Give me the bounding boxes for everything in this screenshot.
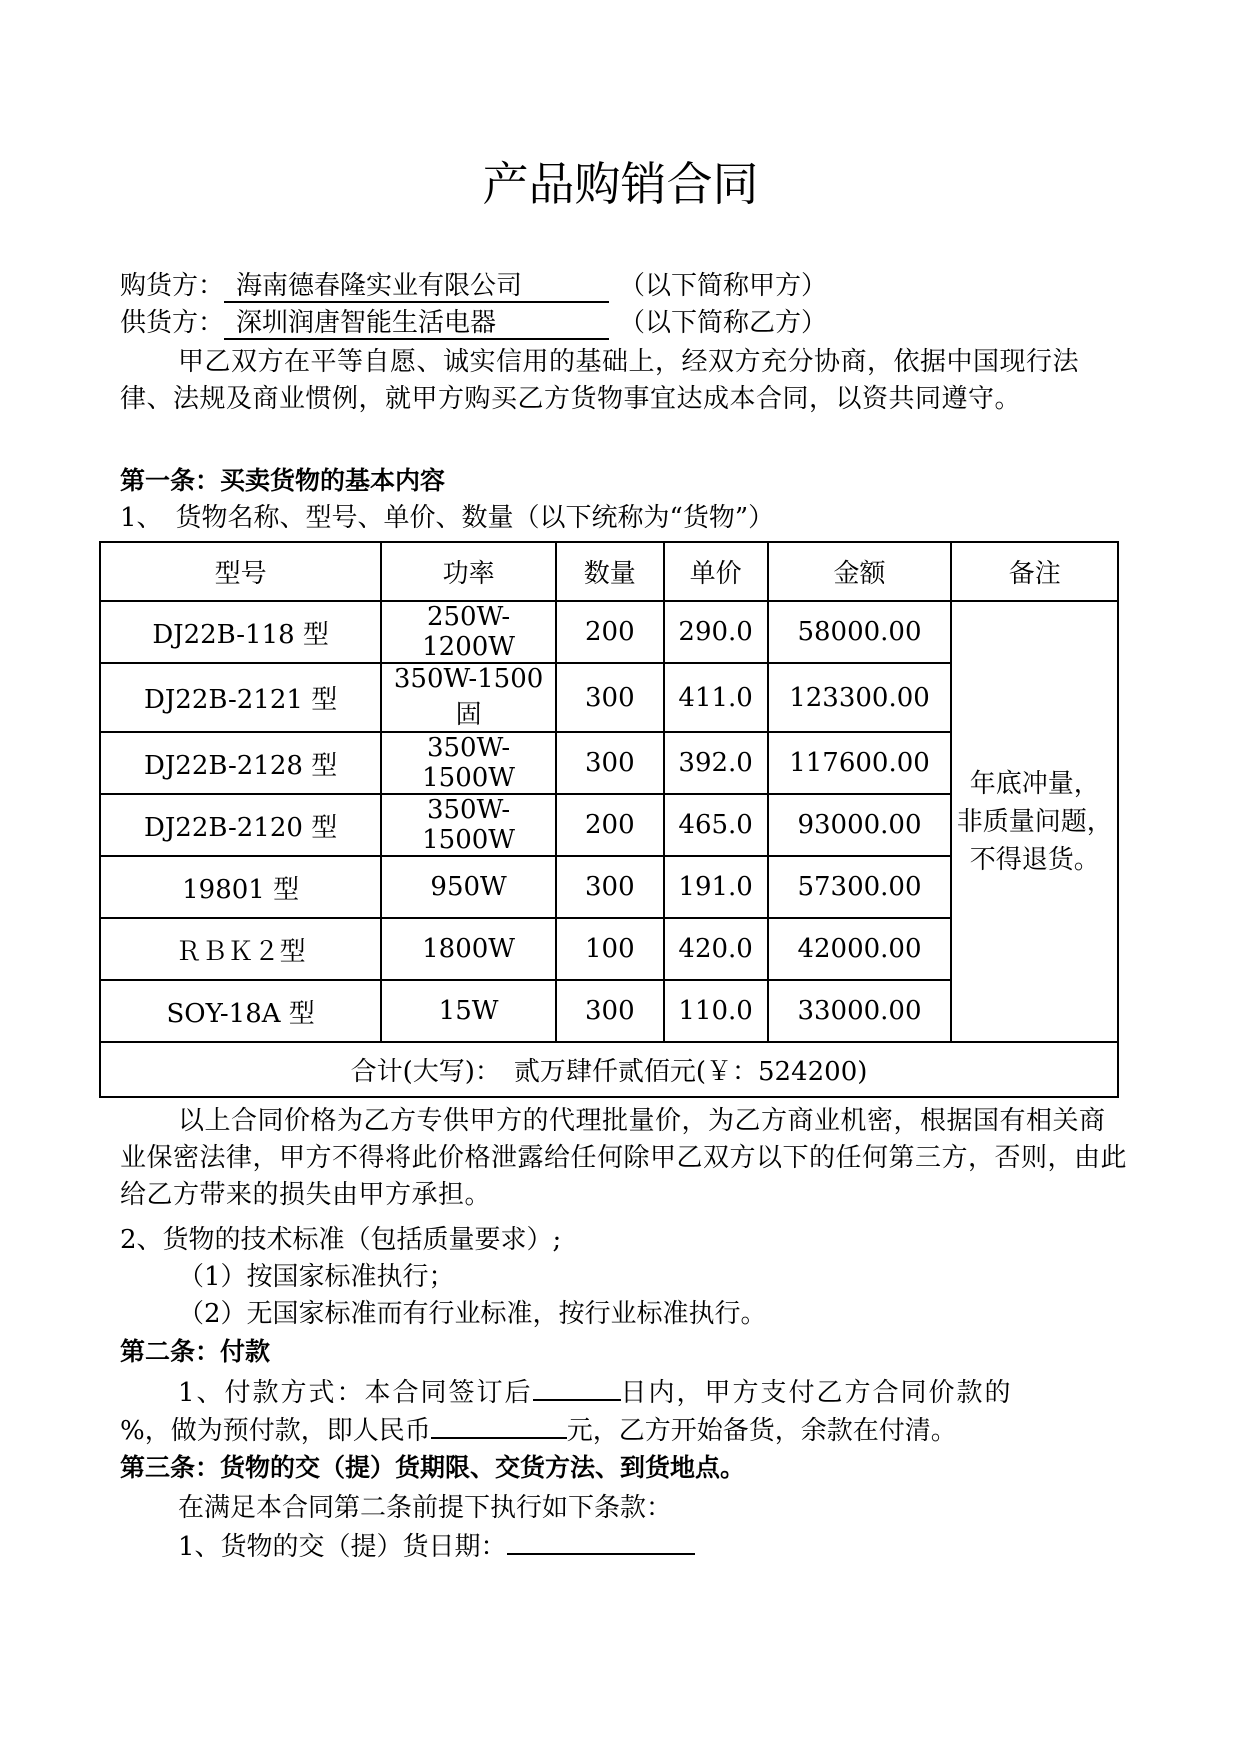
seller-name: 深圳润唐智能生活电器 — [224, 308, 609, 340]
header-qty: 数量 — [556, 542, 664, 601]
cell-model: DJ22B-2128 型 — [100, 732, 381, 794]
cell-qty: 300 — [556, 856, 664, 918]
payment-text-c: %，做为预付款，即人民币 — [120, 1416, 431, 1446]
standards-title: 2、货物的技术标准（包括质量要求）; — [120, 1225, 562, 1255]
seller-label: 供货方： — [120, 308, 225, 338]
article1-heading: 第一条：买卖货物的基本内容 — [120, 466, 446, 495]
total-cell: 合计(大写)： 贰万肆仟贰佰元(￥：524200) — [100, 1042, 1118, 1097]
cell-model: DJ22B-118 型 — [100, 601, 381, 663]
cell-power: 1800W — [381, 918, 556, 980]
cell-qty: 200 — [556, 794, 664, 856]
cell-price: 191.0 — [664, 856, 768, 918]
cell-price: 110.0 — [664, 980, 768, 1042]
header-model: 型号 — [100, 542, 381, 601]
article3-item1 — [178, 1527, 1178, 1565]
cell-model: 19801 型 — [100, 856, 381, 918]
cell-power: 250W-1200W — [381, 601, 556, 663]
seller-note: （以下简称乙方） — [619, 308, 828, 338]
article1-item1: 1、 货物名称、型号、单价、数量（以下统称为“货物”） — [120, 503, 775, 533]
standards-item2: （2）无国家标准而有行业标准，按行业标准执行。 — [178, 1299, 767, 1329]
cell-amount: 123300.00 — [768, 663, 952, 732]
buyer-label: 购货方： — [120, 271, 225, 301]
cell-power: 15W — [381, 980, 556, 1042]
header-remark: 备注 — [951, 542, 1118, 601]
cell-remark — [951, 601, 1118, 1042]
goods-table — [99, 541, 1119, 1098]
seller-line — [120, 305, 1120, 341]
article2-heading: 第二条：付款 — [120, 1337, 271, 1366]
header-power: 功率 — [381, 542, 556, 601]
remark-line: 非质量问题， — [956, 806, 1113, 837]
table-header-row — [100, 542, 1118, 601]
standards-item1: （1）按国家标准执行； — [178, 1262, 455, 1292]
header-amount: 金额 — [768, 542, 952, 601]
cell-price: 465.0 — [664, 794, 768, 856]
table-row — [100, 601, 1118, 663]
payment-line1 — [178, 1373, 1178, 1411]
cell-qty: 100 — [556, 918, 664, 980]
cell-power: 350W-1500W — [381, 732, 556, 794]
cell-amount: 117600.00 — [768, 732, 952, 794]
cell-qty: 300 — [556, 732, 664, 794]
cell-price: 290.0 — [664, 601, 768, 663]
cell-model: DJ22B-2120 型 — [100, 794, 381, 856]
cell-price: 411.0 — [664, 663, 768, 732]
cell-amount: 58000.00 — [768, 601, 952, 663]
cell-model: SOY-18A 型 — [100, 980, 381, 1042]
remark-line: 年底冲量， — [969, 768, 1100, 799]
cell-amount: 42000.00 — [768, 918, 952, 980]
cell-amount: 33000.00 — [768, 980, 952, 1042]
payment-amount-blank — [431, 1411, 567, 1439]
price-clause: 以上合同价格为乙方专供甲方的代理批量价，为乙方商业机密，根据国有相关商业保密法律，甲方不得将此价格泄露给任何除甲乙双方以下的任何第三方，否则，由此给乙方带来的损失由甲方承担。 — [120, 1106, 1128, 1210]
cell-model: DJ22B-2121 型 — [100, 663, 381, 732]
cell-amount: 93000.00 — [768, 794, 952, 856]
buyer-note: （以下简称甲方） — [619, 271, 828, 301]
payment-days-blank — [533, 1373, 621, 1401]
payment-line2 — [120, 1411, 1120, 1449]
cell-power: 950W — [381, 856, 556, 918]
remark-line: 不得退货。 — [969, 844, 1100, 875]
buyer-name: 海南德春隆实业有限公司 — [224, 271, 609, 303]
cell-power: 350W-1500W — [381, 794, 556, 856]
delivery-date-label: 1、货物的交（提）货日期： — [178, 1532, 507, 1562]
cell-qty: 300 — [556, 980, 664, 1042]
cell-qty: 300 — [556, 663, 664, 732]
payment-text-b: 日内，甲方支付乙方合同价款的 — [620, 1378, 1013, 1408]
table-total-row — [100, 1042, 1118, 1097]
cell-amount: 57300.00 — [768, 856, 952, 918]
intro-paragraph: 甲乙双方在平等自愿、诚实信用的基础上，经双方充分协商，依据中国现行法律、法规及商业惯例，就甲方购买乙方货物事宜达成本合同，以资共同遵守。 — [120, 347, 1080, 414]
buyer-line — [120, 268, 1120, 304]
payment-text-a: 1、付款方式：本合同签订后 — [178, 1378, 533, 1408]
cell-price: 392.0 — [664, 732, 768, 794]
cell-power: 350W-1500 固 — [381, 663, 556, 732]
cell-price: 420.0 — [664, 918, 768, 980]
cell-model: ＲＢＫ２型 — [100, 918, 381, 980]
article3-intro: 在满足本合同第二条前提下执行如下条款： — [178, 1493, 673, 1523]
delivery-date-blank — [507, 1527, 695, 1555]
document-title: 产品购销合同 — [482, 157, 759, 211]
cell-qty: 200 — [556, 601, 664, 663]
header-price: 单价 — [664, 542, 768, 601]
payment-text-d: 元，乙方开始备货，余款在付清。 — [566, 1416, 957, 1446]
article3-heading: 第三条：货物的交（提）货期限、交货方法、到货地点。 — [120, 1453, 746, 1482]
